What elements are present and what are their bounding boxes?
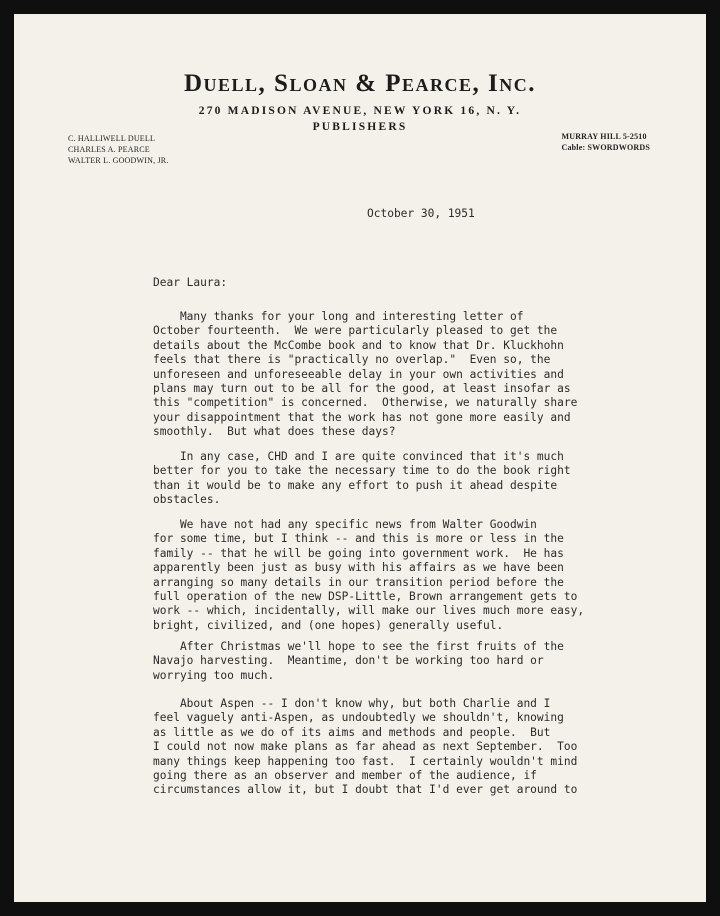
- paragraph-line: this "competition" is concerned. Otherwise, we naturally share: [153, 396, 578, 410]
- paragraph-line: arranging so many details in our transition period before the: [153, 575, 564, 589]
- paragraph-line: plans may turn out to be all for the good, at least insofar as: [153, 382, 571, 396]
- paragraph-line: I could not now make plans as far ahead as next September. Too: [153, 740, 578, 754]
- paragraph-line: better for you to take the necessary time to do the book right: [153, 464, 571, 478]
- paragraph-line: smoothly. But what does these days?: [153, 425, 396, 439]
- paragraph-line: In any case, CHD and I are quite convinced that it's much: [153, 450, 564, 463]
- paragraph-line: work -- which, incidentally, will make our lives much more easy,: [153, 604, 585, 618]
- paragraph-line: obstacles.: [153, 493, 221, 507]
- partner-name: CHARLES A. PEARCE: [68, 145, 150, 154]
- paragraph-line: We have not had any specific news from Walter Goodwin: [153, 518, 537, 531]
- company-descriptor: PUBLISHERS: [312, 121, 408, 133]
- paragraph-line: apparently been just as busy with his affairs as we have been: [153, 561, 564, 575]
- paragraph-line: than it would be to make any effort to push it ahead despite: [153, 478, 558, 492]
- letter-paragraph: [153, 518, 584, 633]
- partners-list: [68, 133, 169, 166]
- letter-paragraph: [153, 450, 571, 508]
- paragraph-line: circumstances allow it, but I doubt that I'd ever get around to: [153, 783, 578, 797]
- paragraph-line: Navajo harvesting. Meantime, don't be working too hard or: [153, 654, 544, 668]
- partner-name: WALTER L. GOODWIN, JR.: [68, 156, 169, 165]
- letter-paragraph: [153, 310, 577, 440]
- paragraph-line: feel vaguely anti-Aspen, as undoubtedly we shouldn't, knowing: [153, 711, 564, 725]
- paragraph-line: Many thanks for your long and interesting letter of: [153, 310, 524, 323]
- company-name: Duell, Sloan & Pearce, Inc.: [183, 70, 537, 97]
- paragraph-line: your disappointment that the work has not gone more easily and: [153, 410, 571, 424]
- partner-name: C. HALLIWELL DUELL: [68, 134, 156, 143]
- paragraph-line: for some time, but I think -- and this is more or less in the: [153, 532, 564, 546]
- contact-info: [561, 131, 650, 153]
- paragraph-line: unforeseen and unforeseeable delay in your own activities and: [153, 367, 564, 381]
- paragraph-line: October fourteenth. We were particularly pleased to get the: [153, 324, 558, 338]
- paragraph-line: family -- that he will be going into government work. He has: [153, 546, 564, 560]
- salutation: Dear Laura:: [153, 276, 228, 289]
- paragraph-line: as little as we do of its aims and methods and people. But: [153, 725, 551, 739]
- paragraph-line: details about the McCombe book and to know that Dr. Kluckhohn: [153, 338, 564, 352]
- paragraph-line: feels that there is "practically no overlap." Even so, the: [153, 353, 551, 367]
- cable-address: Cable: SWORDWORDS: [561, 143, 650, 152]
- paragraph-line: going there as an observer and member of the audience, if: [153, 769, 537, 783]
- company-address: 270 MADISON AVENUE, NEW YORK 16, N. Y.: [198, 105, 522, 117]
- paragraph-line: many things keep happening too fast. I certainly wouldn't mind: [153, 754, 578, 768]
- paragraph-line: bright, civilized, and (one hopes) generally useful.: [153, 618, 504, 632]
- paragraph-line: About Aspen -- I don't know why, but both Charlie and I: [153, 697, 551, 710]
- letter-date: October 30, 1951: [367, 207, 475, 220]
- letter-paragraph: [153, 697, 577, 798]
- phone-number: MURRAY HILL 5-2510: [561, 132, 647, 141]
- paragraph-line: After Christmas we'll hope to see the first fruits of the: [153, 640, 564, 653]
- paragraph-line: full operation of the new DSP-Little, Brown arrangement gets to: [153, 590, 578, 604]
- letter-paragraph: [153, 640, 564, 683]
- paragraph-line: worrying too much.: [153, 668, 275, 682]
